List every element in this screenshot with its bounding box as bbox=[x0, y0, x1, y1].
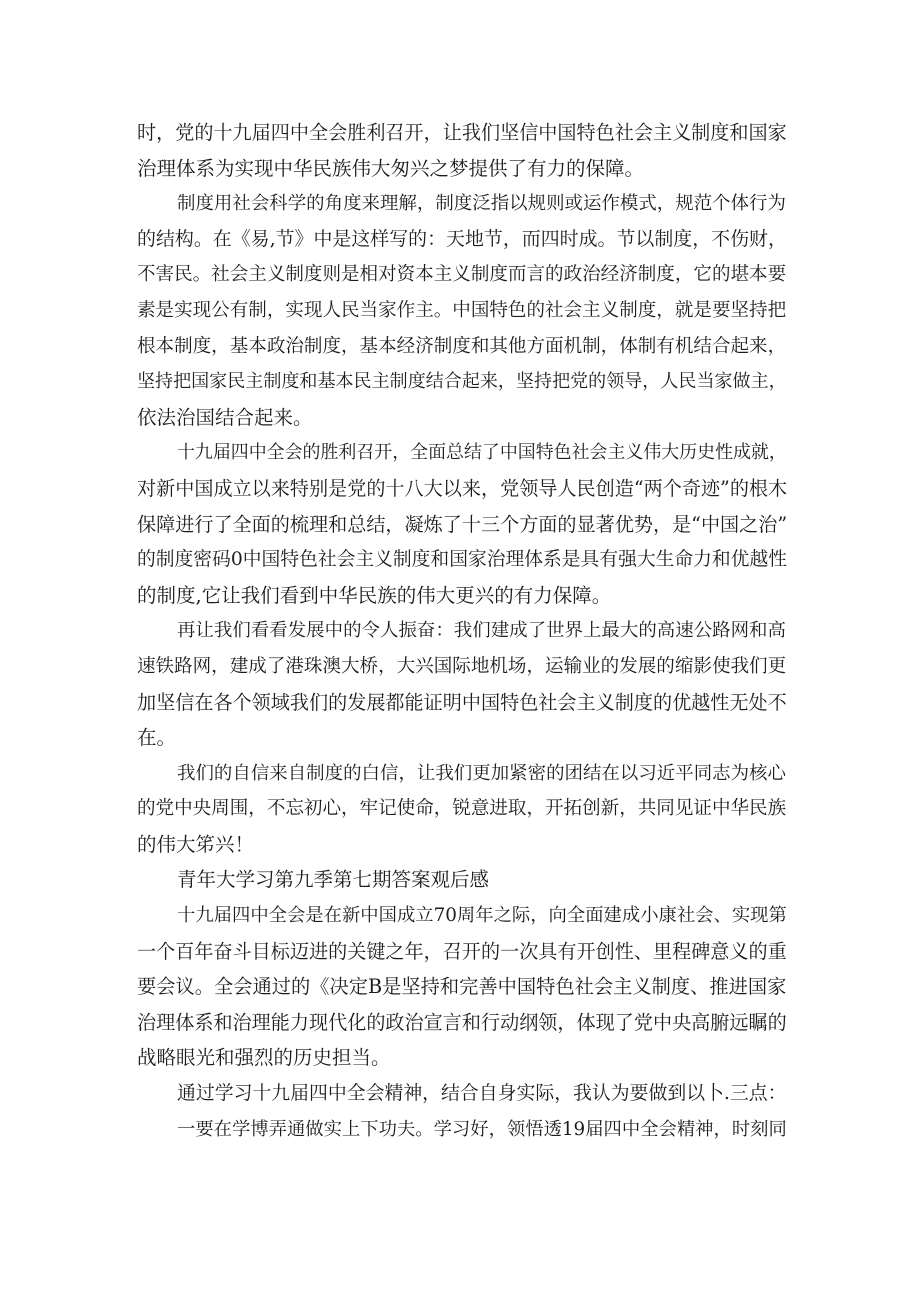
text-line: 治理体系和治理能力现代化的政治宣言和行动纲领，体现了党中央高腑远瞩的 bbox=[137, 1010, 787, 1034]
text-line: 在。 bbox=[137, 726, 177, 750]
text-line: 的制度,它让我们看到中华民族的伟大更兴的有力保障。 bbox=[137, 583, 612, 607]
text-line: 治理体系为实现中华民族伟大匆兴之梦提供了有力的保障。 bbox=[137, 156, 645, 180]
text-line: 的结构。在《易,节》中是这样写的：天地节，而四时成。节以制度，不伤财， bbox=[137, 227, 787, 250]
text-line: 我们的自信来自制度的白信，让我们更加紧密的团结在以习近平同志为核心 bbox=[177, 762, 786, 784]
text-line: 青年大学习第九季第七期答案观后感 bbox=[177, 868, 490, 892]
text-line: 要会议。全会通过的《决定B是坚持和完善中国特色社会主义制度、推进国家 bbox=[137, 975, 787, 999]
text-line: 十九届四中全会的胜利召开，全面总结了中国特色社会主义伟大历史性成就， bbox=[177, 442, 787, 464]
text-line: 加坚信在各个领域我们的发展都能证明中国特色社会主义制度的优越性无处不 bbox=[137, 690, 787, 714]
text-line: 的党中央周围，不忘初心，牢记使命，锐意进取，开拓创新，共同见证中华民族 bbox=[137, 798, 787, 820]
text-line: 不害民。社会主义制度则是相对资本主义制度而言的政治经济制度，它的堪本要 bbox=[137, 264, 787, 286]
document-body bbox=[137, 115, 787, 1147]
text-line: 时，党的十九届四中全会胜利召开，让我们坚信中国特色社会主义制度和国家 bbox=[137, 121, 787, 144]
text-line: 十九届四中全会是在新中国成立70周年之际，向全面建成小康社会、实现第 bbox=[177, 905, 787, 927]
text-line: 根本制度，基本政治制度，基本经济制度和其他方面机制，体制有机结合起来， bbox=[137, 335, 787, 357]
text-line: 保障进行了全面的梳理和总结，凝炼了十三个方面的显著优势，是“中国之治” bbox=[137, 512, 788, 536]
text-line: 制度用社会科学的角度来理解，制度泛指以规则或运作模式，规范个体行为 bbox=[177, 193, 786, 215]
text-line: 通过学习十九届四中全会精神，结合自身实际，我认为要做到以卜.三点： bbox=[177, 1082, 787, 1105]
text-line: 的伟大笫兴！ bbox=[137, 832, 255, 856]
text-line: 一要在学博弄通做实上下功夫。学习好，领悟透19届四中全会精神，时刻同 bbox=[177, 1118, 787, 1140]
text-line: 对新中国成立以来特别是党的十八大以来，党领导人民创造“两个奇迹”的根木 bbox=[137, 476, 788, 500]
text-line: 一个百年奋斗目标迈进的关键之年，召开的一次具有开创性、里程碑意义的重 bbox=[137, 939, 787, 963]
text-line: 依法治国结合起来。 bbox=[137, 405, 313, 429]
text-line: 的制度密码0中国特色社会主义制度和国家治理体系是具有强大生命力和优越性 bbox=[137, 549, 787, 571]
text-line: 再让我们看看发展中的令人振奋：我们建成了世界上最大的高速公路网和高 bbox=[177, 620, 786, 642]
text-line: 战略眼光和强烈的历史担当。 bbox=[137, 1046, 391, 1070]
text-line: 速铁路网，建成了港珠澳大桥，大兴国际地机场，运输业的发展的缩影使我们更 bbox=[137, 655, 787, 677]
text-line: 素是实现公有制，实现人民当家作主。中国特色的社会主义制度，就是要坚持把 bbox=[137, 299, 787, 321]
text-line: 坚持把国家民主制度和基本民主制度结合起来，坚持把党的领导，人民当家做主， bbox=[137, 371, 787, 393]
